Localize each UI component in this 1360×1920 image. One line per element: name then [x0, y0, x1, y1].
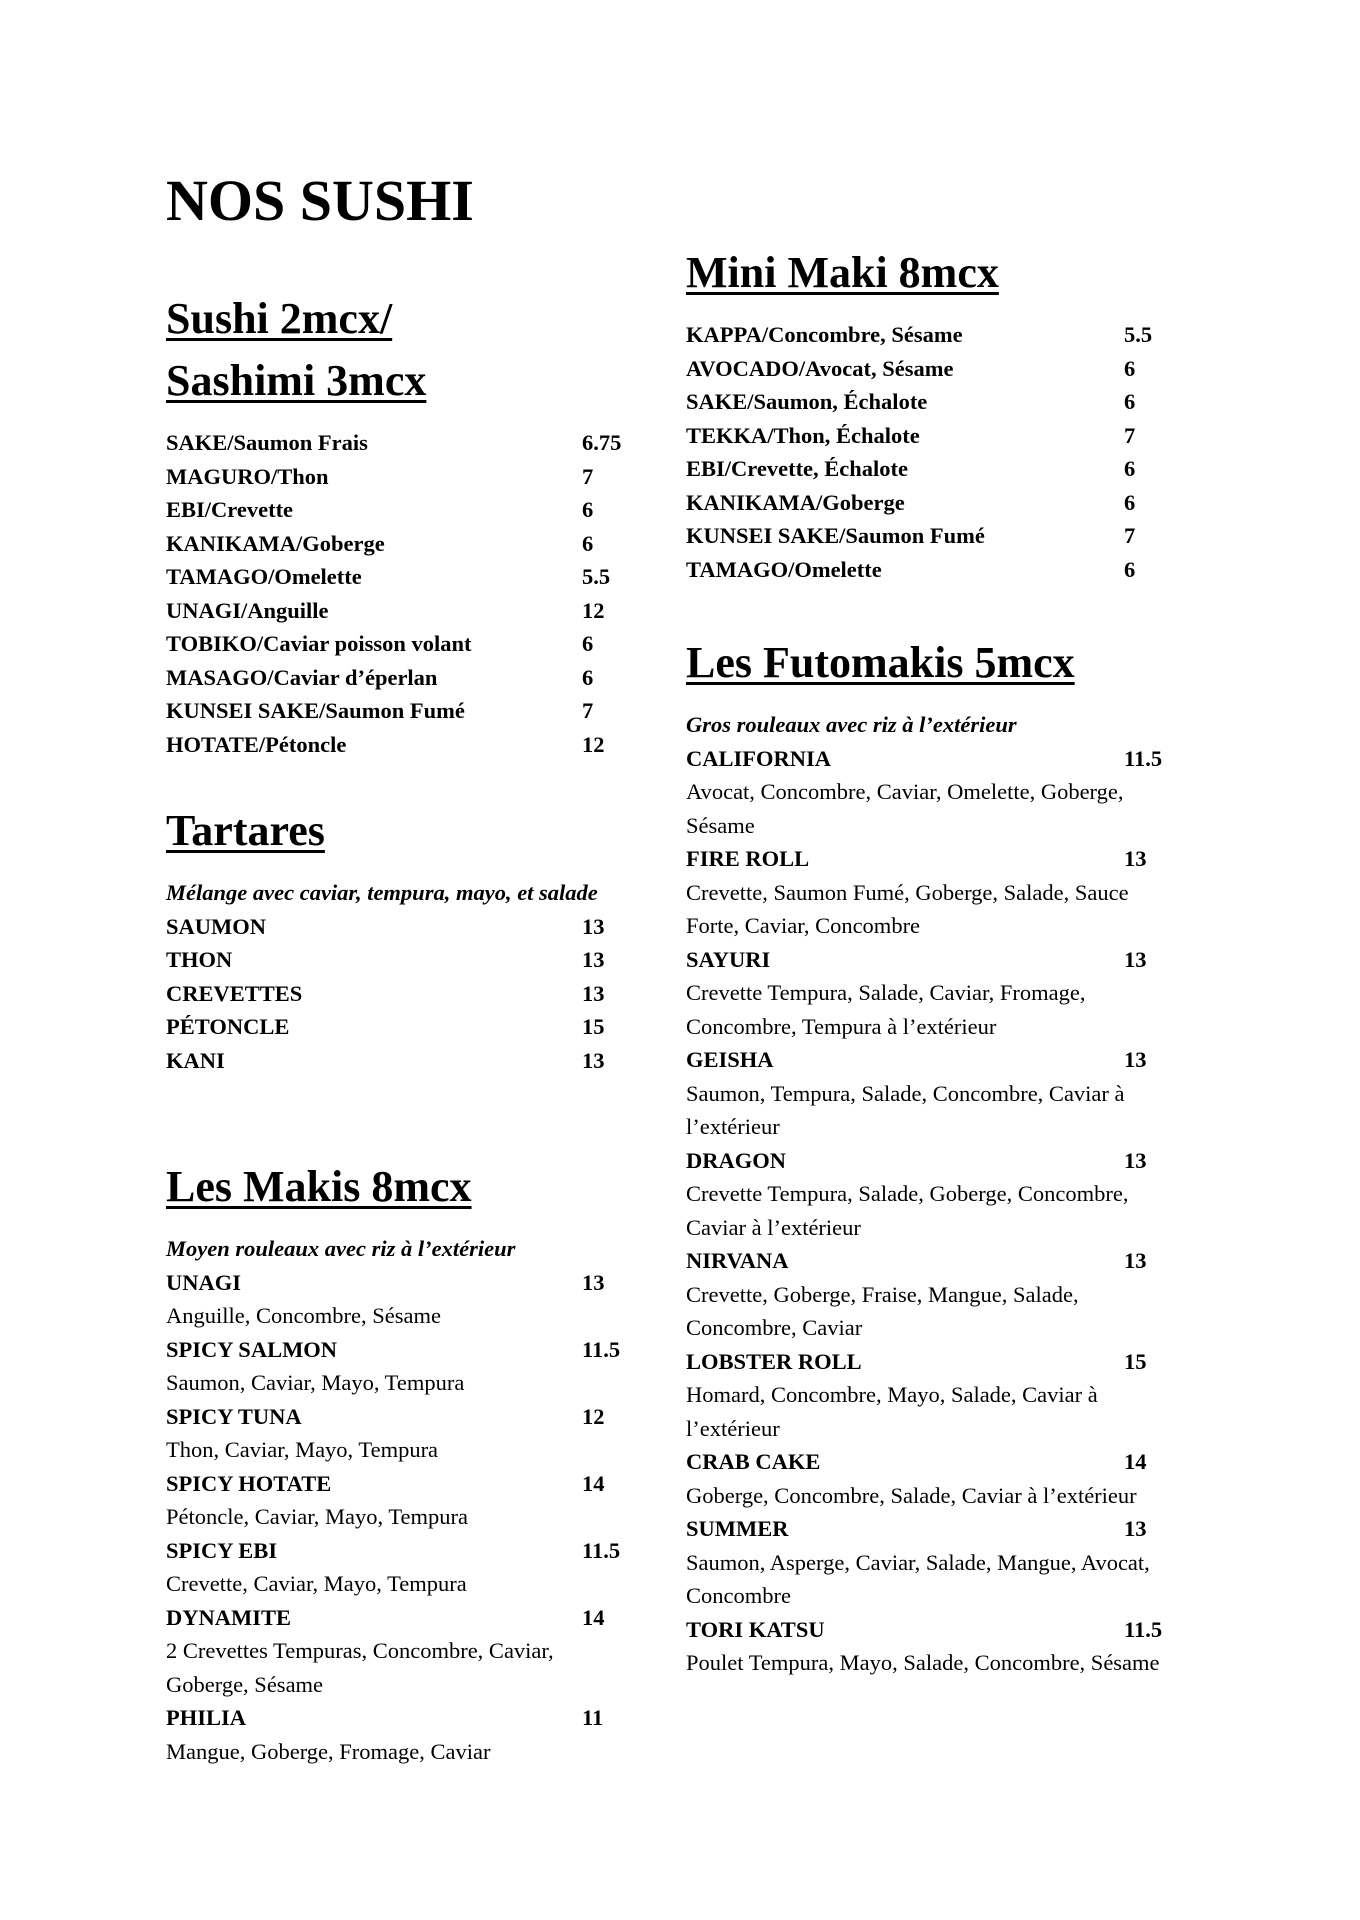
menu-item	[686, 842, 1186, 876]
menu-item	[166, 694, 626, 728]
item-name: SAKE/Saumon, Échalote	[686, 389, 928, 414]
menu-item	[686, 318, 1186, 352]
menu-item	[166, 527, 626, 561]
item-name: NIRVANA	[686, 1248, 789, 1273]
item-description: Crevette, Caviar, Mayo, Tempura	[166, 1571, 467, 1596]
menu-item	[686, 519, 1186, 553]
item-name: SAYURI	[686, 946, 771, 972]
item-price: 6	[582, 631, 594, 656]
futomakis-section	[686, 632, 1186, 1680]
makis-section	[166, 1156, 626, 1768]
item-description: Homard, Concombre, Mayo, Salade, Caviar à l’extérieur	[686, 1382, 1098, 1441]
item-description: Saumon, Tempura, Salade, Concombre, Caviar à l’extérieur	[686, 1080, 1125, 1139]
item-name: TOBIKO/Caviar poisson volant	[166, 631, 472, 656]
futomakis-subtitle: Gros rouleaux avec riz à l’extérieur	[686, 712, 1017, 737]
page-title: NOS SUSHI	[166, 168, 474, 233]
item-price: 11.5	[582, 1336, 621, 1362]
item-price: 12	[582, 1403, 605, 1429]
item-name: KUNSEI SAKE/Saumon Fumé	[166, 698, 465, 723]
item-price: 7	[1124, 422, 1136, 448]
menu-item	[686, 1445, 1186, 1479]
menu-item	[686, 352, 1186, 386]
item-name: DYNAMITE	[166, 1604, 292, 1630]
item-price: 6	[582, 664, 594, 690]
item-price: 15	[582, 1014, 605, 1039]
item-description: Avocat, Concombre, Caviar, Omelette, Goberge, Sésame	[686, 779, 1124, 838]
menu-item	[166, 560, 626, 594]
item-description: 2 Crevettes Tempuras, Concombre, Caviar, Goberge, Sésame	[166, 1638, 554, 1697]
item-name: SPICY TUNA	[166, 1403, 302, 1429]
item-price: 6	[1124, 489, 1136, 515]
tartares-list	[166, 910, 626, 1078]
menu-item	[166, 1400, 626, 1434]
item-name: MAGURO/Thon	[166, 463, 329, 489]
menu-item	[166, 1044, 626, 1078]
tartares-subtitle: Mélange avec caviar, tempura, mayo, et salade	[166, 880, 598, 905]
item-price: 13	[1124, 846, 1147, 871]
menu-item	[166, 1333, 626, 1367]
item-price: 15	[1124, 1348, 1147, 1374]
item-price: 13	[1124, 1147, 1147, 1173]
item-price: 6.75	[582, 430, 622, 455]
item-price: 7	[582, 698, 594, 723]
item-name: SPICY EBI	[166, 1537, 278, 1563]
menu-item	[686, 553, 1186, 587]
makis-list	[166, 1266, 626, 1769]
item-price: 6	[1124, 556, 1136, 582]
item-name: UNAGI/Anguille	[166, 597, 329, 623]
item-name: EBI/Crevette, Échalote	[686, 456, 909, 481]
item-description: Crevette Tempura, Salade, Caviar, Fromage, Concombre, Tempura à l’extérieur	[686, 980, 1086, 1039]
item-name: PHILIA	[166, 1705, 247, 1730]
item-name: SPICY SALMON	[166, 1336, 338, 1362]
item-name: KANIKAMA/Goberge	[686, 489, 905, 515]
item-price: 13	[1124, 1516, 1147, 1541]
menu-item	[166, 943, 626, 977]
item-price: 14	[582, 1604, 605, 1630]
menu-item	[686, 742, 1186, 776]
menu-item	[166, 1266, 626, 1300]
menu-item	[166, 426, 626, 460]
item-name: CREVETTES	[166, 980, 303, 1006]
menu-item	[686, 486, 1186, 520]
item-description: Goberge, Concombre, Salade, Caviar à l’extérieur	[686, 1482, 1137, 1508]
menu-item	[686, 1244, 1186, 1278]
item-name: DRAGON	[686, 1147, 786, 1173]
item-name: PÉTONCLE	[166, 1014, 290, 1039]
item-price: 12	[582, 597, 605, 623]
tartares-section-title: Tartares	[166, 806, 325, 855]
menu-item	[686, 1512, 1186, 1546]
sushi-section-title	[166, 288, 626, 412]
item-name: KANI	[166, 1047, 225, 1073]
menu-item	[166, 627, 626, 661]
item-description: Saumon, Asperge, Caviar, Salade, Mangue, Avocat, Concombre	[686, 1549, 1150, 1608]
item-name: HOTATE/Pétoncle	[166, 731, 347, 757]
menu-item	[686, 419, 1186, 453]
menu-item	[686, 385, 1186, 419]
menu-item	[166, 1010, 626, 1044]
item-price: 11	[582, 1705, 604, 1730]
item-price: 13	[582, 980, 605, 1006]
item-name: CALIFORNIA	[686, 745, 832, 771]
sushi-title-line1: Sushi 2mcx/	[166, 294, 393, 343]
item-price: 11.5	[1124, 1616, 1163, 1642]
menu-item	[686, 943, 1186, 977]
menu-item	[166, 977, 626, 1011]
item-price: 14	[582, 1470, 605, 1496]
item-price: 7	[1124, 523, 1136, 548]
item-price: 7	[582, 463, 594, 489]
item-name: KANIKAMA/Goberge	[166, 530, 385, 556]
item-name: SUMMER	[686, 1516, 789, 1541]
makis-section-title: Les Makis 8mcx	[166, 1162, 472, 1211]
item-description: Thon, Caviar, Mayo, Tempura	[166, 1437, 439, 1462]
menu-item	[686, 452, 1186, 486]
item-name: GEISHA	[686, 1047, 774, 1072]
item-name: UNAGI	[166, 1269, 242, 1295]
item-name: AVOCADO/Avocat, Sésame	[686, 355, 954, 381]
tartares-section	[166, 800, 626, 1077]
menu-item	[686, 1613, 1186, 1647]
menu-item	[166, 1534, 626, 1568]
item-name: KAPPA/Concombre, Sésame	[686, 322, 963, 347]
item-name: TAMAGO/Omelette	[686, 556, 882, 582]
item-price: 13	[1124, 1047, 1147, 1072]
futomakis-section-title: Les Futomakis 5mcx	[686, 638, 1075, 687]
item-description: Poulet Tempura, Mayo, Salade, Concombre, Sésame	[686, 1650, 1160, 1675]
item-price: 13	[582, 1047, 605, 1073]
menu-item	[166, 1701, 626, 1735]
menu-item	[166, 493, 626, 527]
item-price: 6	[1124, 355, 1136, 381]
item-name: TORI KATSU	[686, 1616, 825, 1642]
item-name: SPICY HOTATE	[166, 1470, 332, 1496]
item-price: 6	[582, 497, 594, 522]
item-name: LOBSTER ROLL	[686, 1348, 862, 1374]
item-price: 5.5	[1124, 322, 1153, 347]
item-name: CRAB CAKE	[686, 1449, 821, 1474]
item-price: 13	[582, 1269, 605, 1295]
menu-item	[166, 661, 626, 695]
makis-subtitle: Moyen rouleaux avec riz à l’extérieur	[166, 1236, 516, 1261]
item-price: 6	[1124, 389, 1136, 414]
item-name: FIRE ROLL	[686, 846, 810, 871]
futomakis-list	[686, 742, 1186, 1680]
menu-item	[686, 1043, 1186, 1077]
menu-item	[686, 1345, 1186, 1379]
sushi-section	[166, 288, 626, 761]
item-price: 14	[1124, 1449, 1147, 1474]
item-price: 13	[582, 947, 605, 972]
item-price: 11.5	[582, 1537, 621, 1563]
item-description: Crevette, Saumon Fumé, Goberge, Salade, Sauce Forte, Caviar, Concombre	[686, 879, 1129, 938]
menu-item	[686, 1144, 1186, 1178]
item-name: TAMAGO/Omelette	[166, 564, 362, 589]
menu-item	[166, 910, 626, 944]
item-price: 12	[582, 731, 605, 757]
item-name: KUNSEI SAKE/Saumon Fumé	[686, 523, 985, 548]
menu-item	[166, 728, 626, 762]
item-price: 13	[1124, 946, 1147, 972]
menu-item	[166, 1467, 626, 1501]
item-description: Anguille, Concombre, Sésame	[166, 1303, 441, 1328]
sushi-list	[166, 426, 626, 761]
item-description: Saumon, Caviar, Mayo, Tempura	[166, 1370, 465, 1395]
item-description: Mangue, Goberge, Fromage, Caviar	[166, 1738, 491, 1764]
menu-item	[166, 1601, 626, 1635]
item-name: EBI/Crevette	[166, 497, 294, 522]
item-name: SAKE/Saumon Frais	[166, 430, 368, 455]
item-price: 13	[1124, 1248, 1147, 1273]
item-price: 6	[582, 530, 594, 556]
sushi-title-line2: Sashimi 3mcx	[166, 356, 427, 405]
menu-item	[166, 460, 626, 494]
menu-item	[166, 594, 626, 628]
mini-maki-section	[686, 242, 1186, 586]
item-price: 5.5	[582, 564, 611, 589]
item-price: 6	[1124, 456, 1136, 481]
item-description: Crevette, Goberge, Fraise, Mangue, Salade, Concombre, Caviar	[686, 1281, 1079, 1340]
mini-maki-list	[686, 318, 1186, 586]
item-name: TEKKA/Thon, Échalote	[686, 422, 920, 448]
item-name: THON	[166, 947, 233, 972]
item-name: SAUMON	[166, 913, 266, 939]
item-price: 11.5	[1124, 745, 1163, 771]
item-price: 13	[582, 913, 605, 939]
mini-maki-section-title: Mini Maki 8mcx	[686, 248, 999, 297]
item-description: Crevette Tempura, Salade, Goberge, Concombre, Caviar à l’extérieur	[686, 1181, 1129, 1240]
item-name: MASAGO/Caviar d’éperlan	[166, 664, 438, 690]
item-description: Pétoncle, Caviar, Mayo, Tempura	[166, 1504, 469, 1529]
